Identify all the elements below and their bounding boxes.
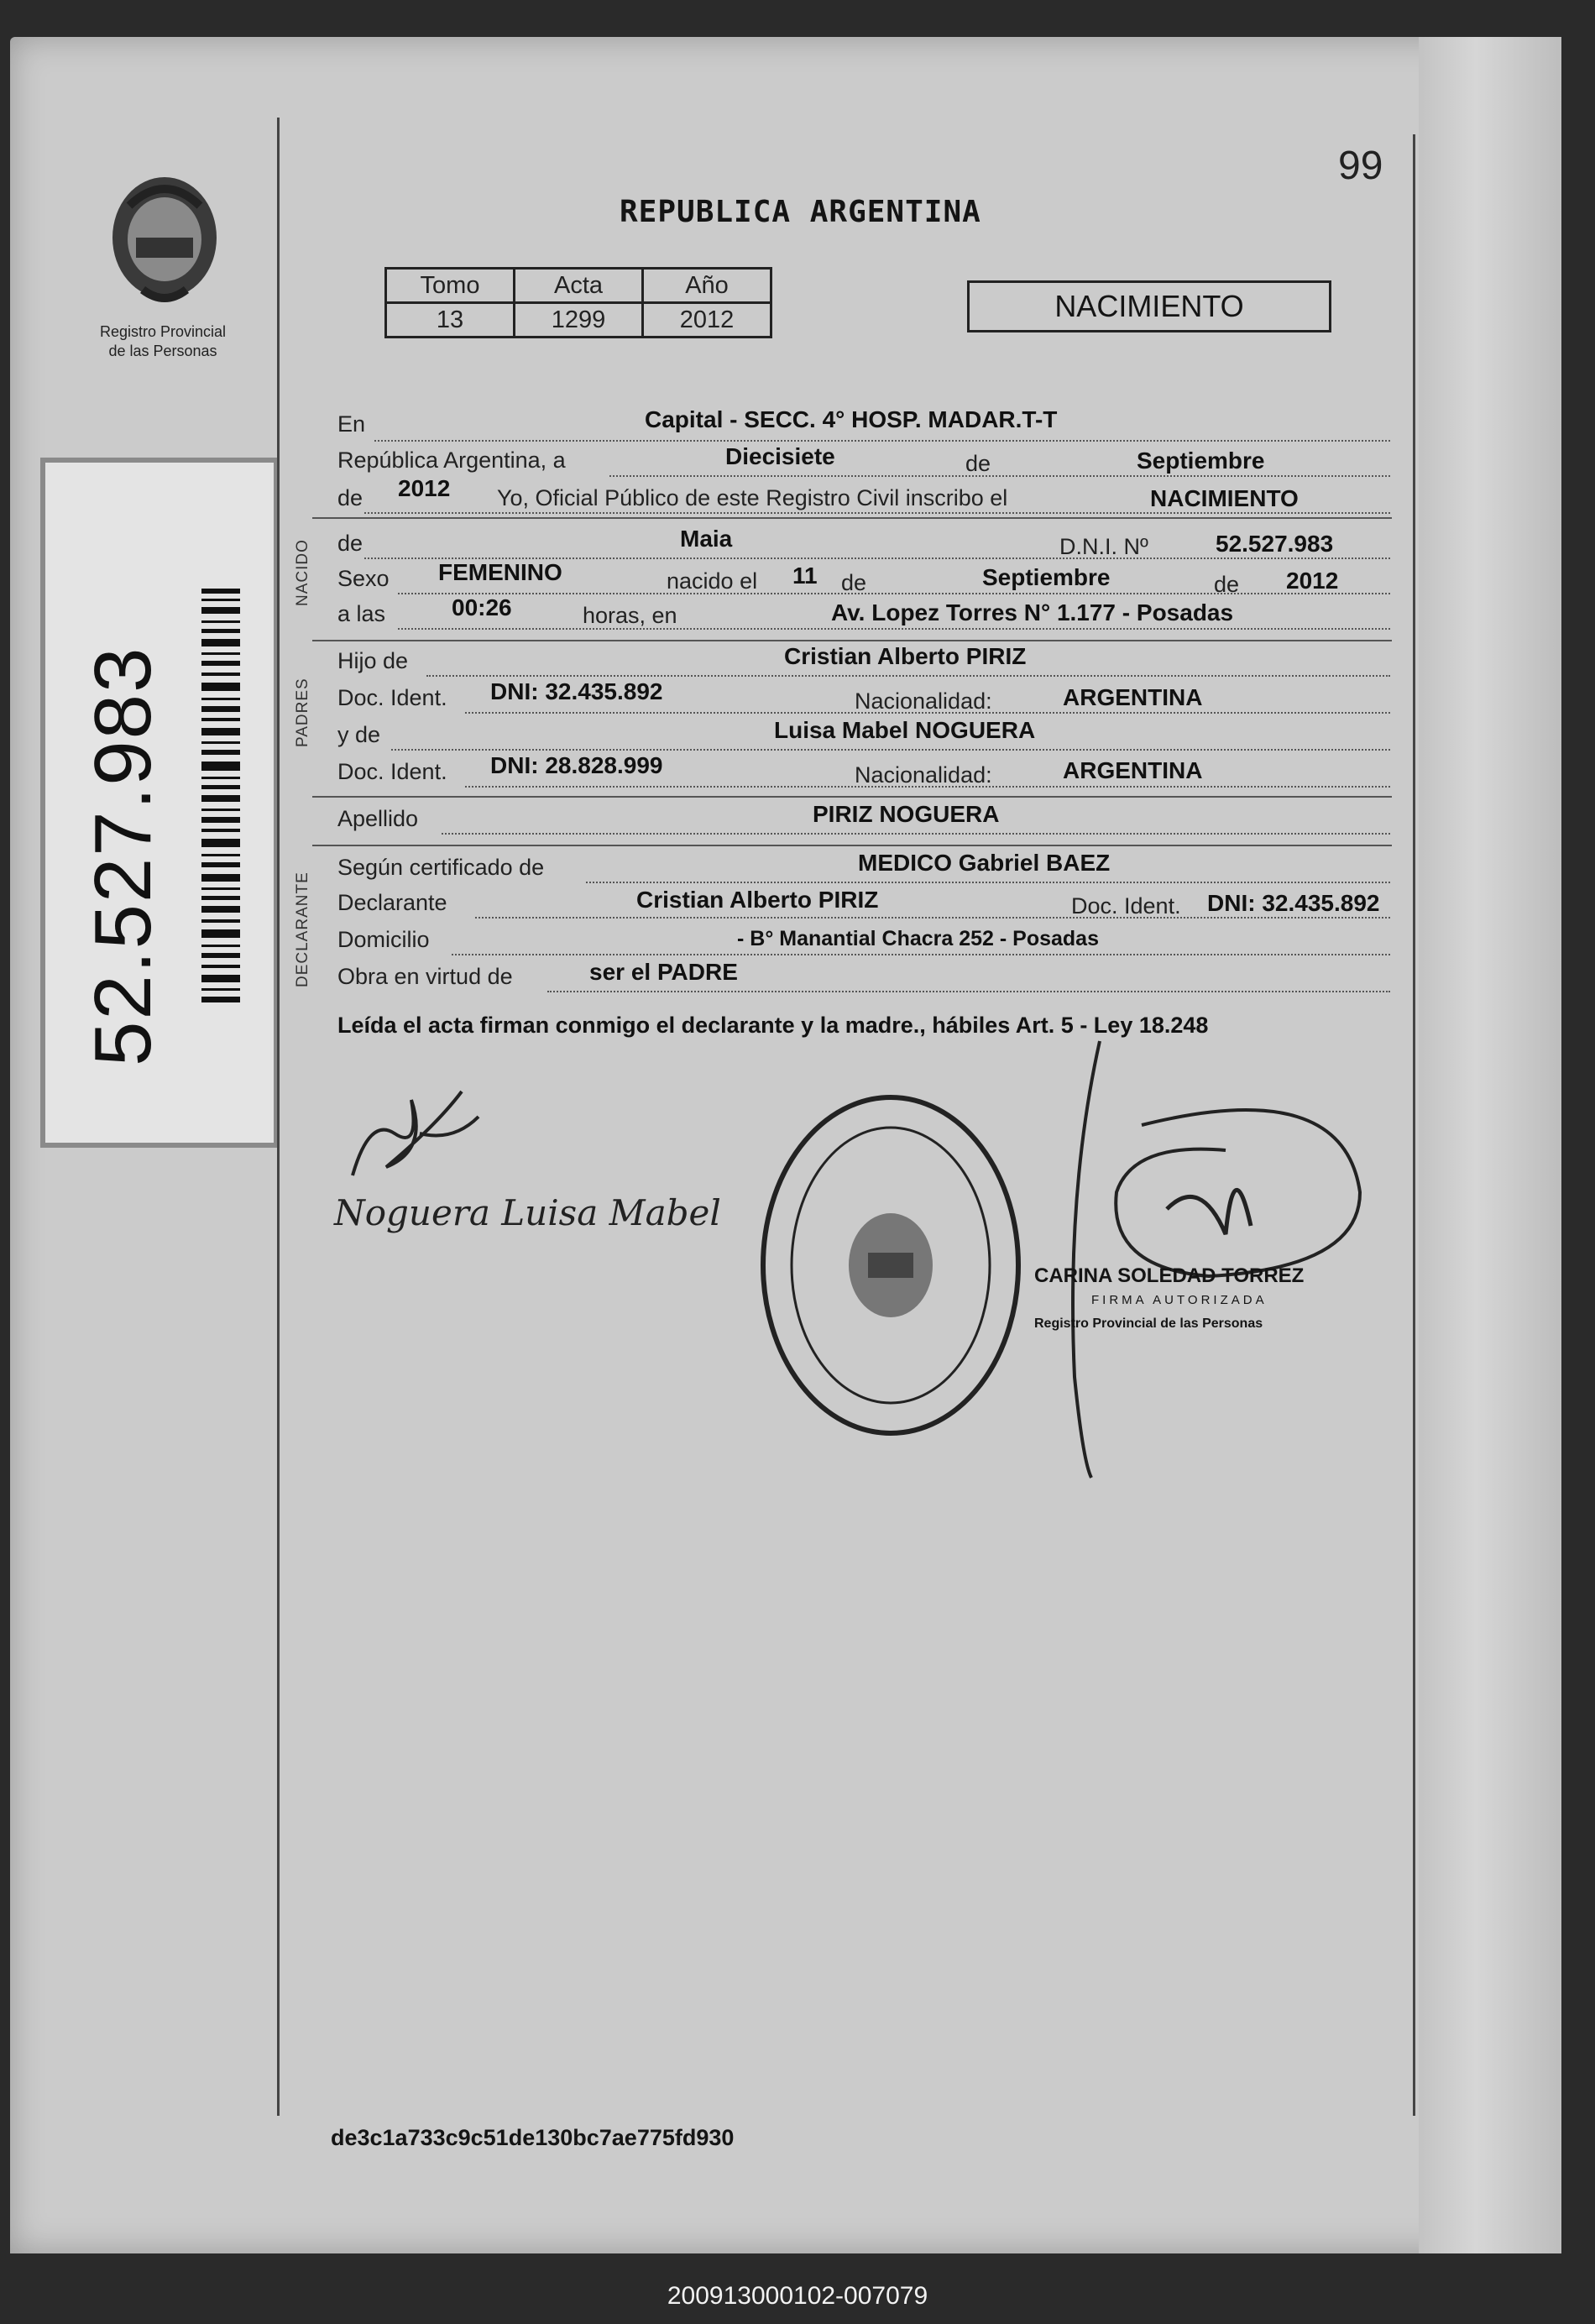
dots xyxy=(609,475,1390,477)
birth-place-value: Av. Lopez Torres N° 1.177 - Posadas xyxy=(831,599,1234,625)
alas-label: a las xyxy=(337,601,386,626)
dots xyxy=(398,593,1390,594)
sexo-label: Sexo xyxy=(337,566,390,591)
dni-label: D.N.I. Nº xyxy=(1059,534,1148,559)
record-type-box: NACIMIENTO xyxy=(967,280,1331,332)
dots xyxy=(398,628,1390,630)
dni-value: 52.527.983 xyxy=(1216,531,1334,557)
birth-year-value: 2012 xyxy=(1286,568,1339,594)
hijo-label: Hijo de xyxy=(337,648,409,673)
republica-label: República Argentina, a xyxy=(337,448,566,473)
dots xyxy=(452,954,1390,955)
declarant-name-value: Cristian Alberto PIRIZ xyxy=(636,887,879,913)
dots xyxy=(586,882,1390,883)
day-words-value: Diecisiete xyxy=(725,443,835,469)
de-label: de xyxy=(965,451,991,476)
right-frame-line xyxy=(1413,134,1415,2116)
mother-doc-value: DNI: 28.828.999 xyxy=(490,752,663,778)
separator-3 xyxy=(312,796,1392,798)
declarant-signature xyxy=(336,1083,495,1192)
father-nationality-value: ARGENTINA xyxy=(1063,684,1203,710)
separator-1 xyxy=(312,517,1392,519)
side-label-declarante: DECLARANTE xyxy=(294,872,311,987)
country-title: REPUBLICA ARGENTINA xyxy=(620,195,981,229)
dots xyxy=(475,917,1390,919)
page-number: 99 xyxy=(1338,144,1383,188)
capacity-value: ser el PADRE xyxy=(589,959,738,985)
mother-handwritten-signature: Noguera Luisa Mabel xyxy=(334,1192,721,1233)
apellido-label: Apellido xyxy=(337,806,419,831)
father-doc-value: DNI: 32.435.892 xyxy=(490,678,663,704)
footer-id: 200913000102-007079 xyxy=(667,2282,928,2310)
oficial-text: Yo, Oficial Público de este Registro Civil inscribo el xyxy=(497,485,1008,510)
dots xyxy=(426,675,1390,677)
address-value: - B° Manantial Chacra 252 - Posadas xyxy=(737,927,1099,950)
cert-label: Según certificado de xyxy=(337,855,545,880)
anio-header: Año xyxy=(643,269,771,303)
birth-month-value: Septiembre xyxy=(982,564,1111,590)
father-name-value: Cristian Alberto PIRIZ xyxy=(784,643,1027,669)
mother-nationality-value: ARGENTINA xyxy=(1063,757,1203,783)
barcode-number: 52.527.983 xyxy=(78,646,168,1066)
obra-label: Obra en virtud de xyxy=(337,964,513,989)
mother-doc-label: Doc. Ident. xyxy=(337,759,447,784)
official-registry: Registro Provincial de las Personas xyxy=(1034,1316,1263,1331)
separator-2 xyxy=(312,640,1392,641)
registry-caption-2: de las Personas xyxy=(108,343,217,359)
dots xyxy=(374,440,1390,442)
document-hash: de3c1a733c9c51de130bc7ae775fd930 xyxy=(331,2125,735,2150)
declarant-doc-label: Doc. Ident. xyxy=(1071,893,1181,919)
event-value: NACIMIENTO xyxy=(1150,485,1299,511)
book-table xyxy=(384,267,772,338)
side-label-padres: PADRES xyxy=(294,678,311,747)
child-name-value: Maia xyxy=(680,526,733,552)
time-value: 00:26 xyxy=(452,594,512,620)
anio-value: 2012 xyxy=(643,303,771,338)
mother-nationality-label: Nacionalidad: xyxy=(855,762,992,788)
place-value: Capital - SECC. 4° HOSP. MADAR.T-T xyxy=(645,406,1058,432)
en-label: En xyxy=(337,411,366,437)
de-year-label: de xyxy=(1214,572,1240,597)
registry-emblem xyxy=(92,172,260,323)
tomo-header: Tomo xyxy=(386,269,515,303)
tomo-value: 13 xyxy=(386,303,515,338)
de-month-label: de xyxy=(841,570,867,595)
mother-name-value: Luisa Mabel NOGUERA xyxy=(774,717,1036,743)
surname-value: PIRIZ NOGUERA xyxy=(813,801,1000,827)
official-signature xyxy=(1058,1024,1377,1494)
de-name-label: de xyxy=(337,531,363,556)
acta-header: Acta xyxy=(515,269,643,303)
dots xyxy=(442,833,1390,835)
father-nationality-label: Nacionalidad: xyxy=(855,688,992,714)
year-value: 2012 xyxy=(398,475,451,501)
nacido-label: nacido el xyxy=(667,568,758,594)
de-label-2: de xyxy=(337,485,363,510)
registry-caption-1: Registro Provincial xyxy=(99,323,227,340)
sex-value: FEMENINO xyxy=(438,559,562,585)
side-label-nacido: NACIDO xyxy=(294,539,311,606)
left-frame-line xyxy=(277,118,280,2116)
official-name: CARINA SOLEDAD TORREZ xyxy=(1034,1264,1305,1287)
domicilio-label: Domicilio xyxy=(337,927,430,952)
page-edge xyxy=(1419,37,1561,2253)
acta-value: 1299 xyxy=(515,303,643,338)
declarante-label: Declarante xyxy=(337,890,447,915)
official-seal xyxy=(752,1085,1029,1446)
closing-text: Leída el acta firman conmigo el declarante y la madre., hábiles Art. 5 - Ley 18.248 xyxy=(337,1013,1209,1038)
month-value: Septiembre xyxy=(1137,448,1265,474)
dots xyxy=(391,749,1390,751)
declarant-doc-value: DNI: 32.435.892 xyxy=(1207,890,1380,916)
yde-label: y de xyxy=(337,722,381,747)
father-doc-label: Doc. Ident. xyxy=(337,685,447,710)
separator-4 xyxy=(312,845,1392,846)
birth-day-value: 11 xyxy=(792,563,818,589)
dots xyxy=(547,991,1390,992)
dots xyxy=(364,512,1390,514)
certificate-value: MEDICO Gabriel BAEZ xyxy=(858,850,1111,876)
official-role: FIRMA AUTORIZADA xyxy=(1091,1293,1268,1307)
horas-label: horas, en xyxy=(583,603,677,628)
